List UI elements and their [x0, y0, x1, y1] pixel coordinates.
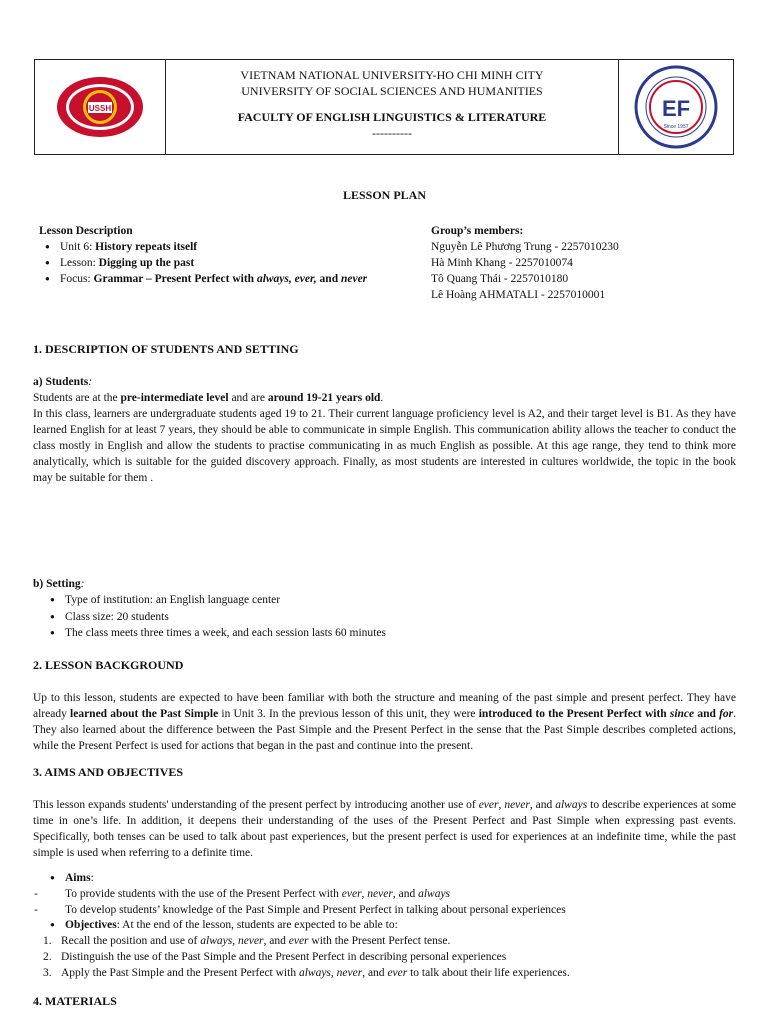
right-logo-cell — [618, 60, 733, 154]
students-paragraph: In this class, learners are undergraduate students aged 19 to 21. Their current language proficiency level is A2, and their target level is B1. As they have learned English for at least 7 years, they should be able to communicate in simple English. This communication ability allows the teacher to conduct the class mostly in English and allow the students to practise communicating in as much English as possible. At this age range, they tend to think more analytically, which is suitable for the guided discovery approach. Finally, as most students are interested in cultures worldwide, the topic in the book may be suitable for them . — [33, 408, 736, 484]
lesson-description — [33, 223, 413, 287]
header-table — [34, 59, 734, 155]
header-dashes: ---------- — [372, 126, 412, 140]
objective-2: 2. Distinguish the use of the Past Simple and the Present Perfect in describing personal experiences — [43, 951, 507, 963]
aims-block — [33, 870, 736, 918]
svg-text:EF: EF — [661, 96, 691, 121]
section1-heading: 1. DESCRIPTION OF STUDENTS AND SETTING — [33, 342, 299, 356]
setting-item-3: ● The class meets three times a week, and each session lasts 60 minutes — [33, 625, 736, 642]
lesson-item: ● Lesson: Digging up the past — [33, 255, 413, 271]
objectives-label: ● Objectives: At the end of the lesson, students are expected to be able to: — [33, 917, 736, 933]
section2-heading: 2. LESSON BACKGROUND — [33, 658, 184, 672]
objective-1: 1. Recall the position and use of always, never, and ever with the Present Perfect tense. — [43, 935, 451, 947]
background-paragraph: Up to this lesson, students are expected to have been familiar with both the structure and meaning of the past simple and present perfect. They have already learned about the Past Simple in Unit 3. In the previous lesson of this unit, they were introduced to the Present Perfect with since and for. They also learned about the difference between the Past Simple and the Present Perfect in the sense that the Past Simple describes completed actions, while the Present Perfect is used for actions that began in the past and continue into the present. — [33, 692, 736, 752]
unit-item: ● Unit 6: History repeats itself — [33, 239, 413, 255]
aim-1: - To provide students with the use of the Present Perfect with ever, never, and always — [33, 886, 736, 902]
page-title: LESSON PLAN — [342, 188, 427, 202]
member-3: Tô Quang Thái - 2257010180 — [431, 273, 569, 285]
university-line1: VIETNAM NATIONAL UNIVERSITY-HO CHI MINH CITY — [240, 68, 544, 82]
group-members — [431, 223, 731, 303]
objective-3: 3. Apply the Past Simple and the Present Perfect with always, never, and ever to talk about their life experiences. — [43, 967, 570, 979]
faculty-logo-icon — [634, 65, 718, 149]
section3-heading: 3. AIMS AND OBJECTIVES — [33, 765, 184, 779]
university-line2: UNIVERSITY OF SOCIAL SCIENCES AND HUMANITIES — [241, 84, 543, 98]
setting-label: b) Setting: — [33, 578, 85, 590]
students-label: a) Students: — [33, 376, 93, 388]
faculty-title: FACULTY OF ENGLISH LINGUISTICS & LITERATURE — [237, 110, 547, 124]
left-logo-cell — [35, 60, 166, 154]
objectives-block — [33, 917, 736, 981]
aims-paragraph: This lesson expands students' understanding of the present perfect by introducing another use of ever, never, and always to describe experiences at some time in one’s life. In addition, it deepens their understanding of the uses of the Present Perfect and Past Simple when expressing past events. Specifically, both tenses can be used to talk about past experiences, but the present perfect is used for experiences at an indefinite time, while the past simple is used when referring to a definite time. — [33, 799, 737, 859]
svg-text:Since 1957: Since 1957 — [663, 124, 689, 130]
member-2: Hà Minh Khang - 2257010074 — [431, 257, 573, 269]
member-1: Nguyễn Lê Phương Trung - 2257010230 — [431, 241, 619, 253]
ussh-logo-icon — [55, 75, 145, 139]
group-heading: Group’s members: — [431, 225, 524, 237]
section4-heading: 4. MATERIALS — [33, 994, 117, 1008]
lesson-description-heading: Lesson Description — [39, 225, 133, 237]
students-line: Students are at the pre-intermediate level and are around 19-21 years old. — [33, 392, 384, 404]
aims-label: ● Aims: — [33, 870, 736, 886]
aim-2: - To develop students’ knowledge of the Past Simple and Present Perfect in talking about personal experiences — [33, 902, 736, 918]
setting-list — [33, 592, 736, 642]
setting-item-2: ● Class size: 20 students — [33, 609, 736, 626]
member-4: Lê Hoàng AHMATALI - 2257010001 — [431, 289, 606, 301]
focus-item: ● Focus: Grammar – Present Perfect with always, ever, and never — [33, 271, 413, 287]
header-text-cell — [166, 60, 618, 154]
svg-text:USSH: USSH — [88, 104, 112, 113]
setting-item-1: ● Type of institution: an English language center — [33, 592, 736, 609]
